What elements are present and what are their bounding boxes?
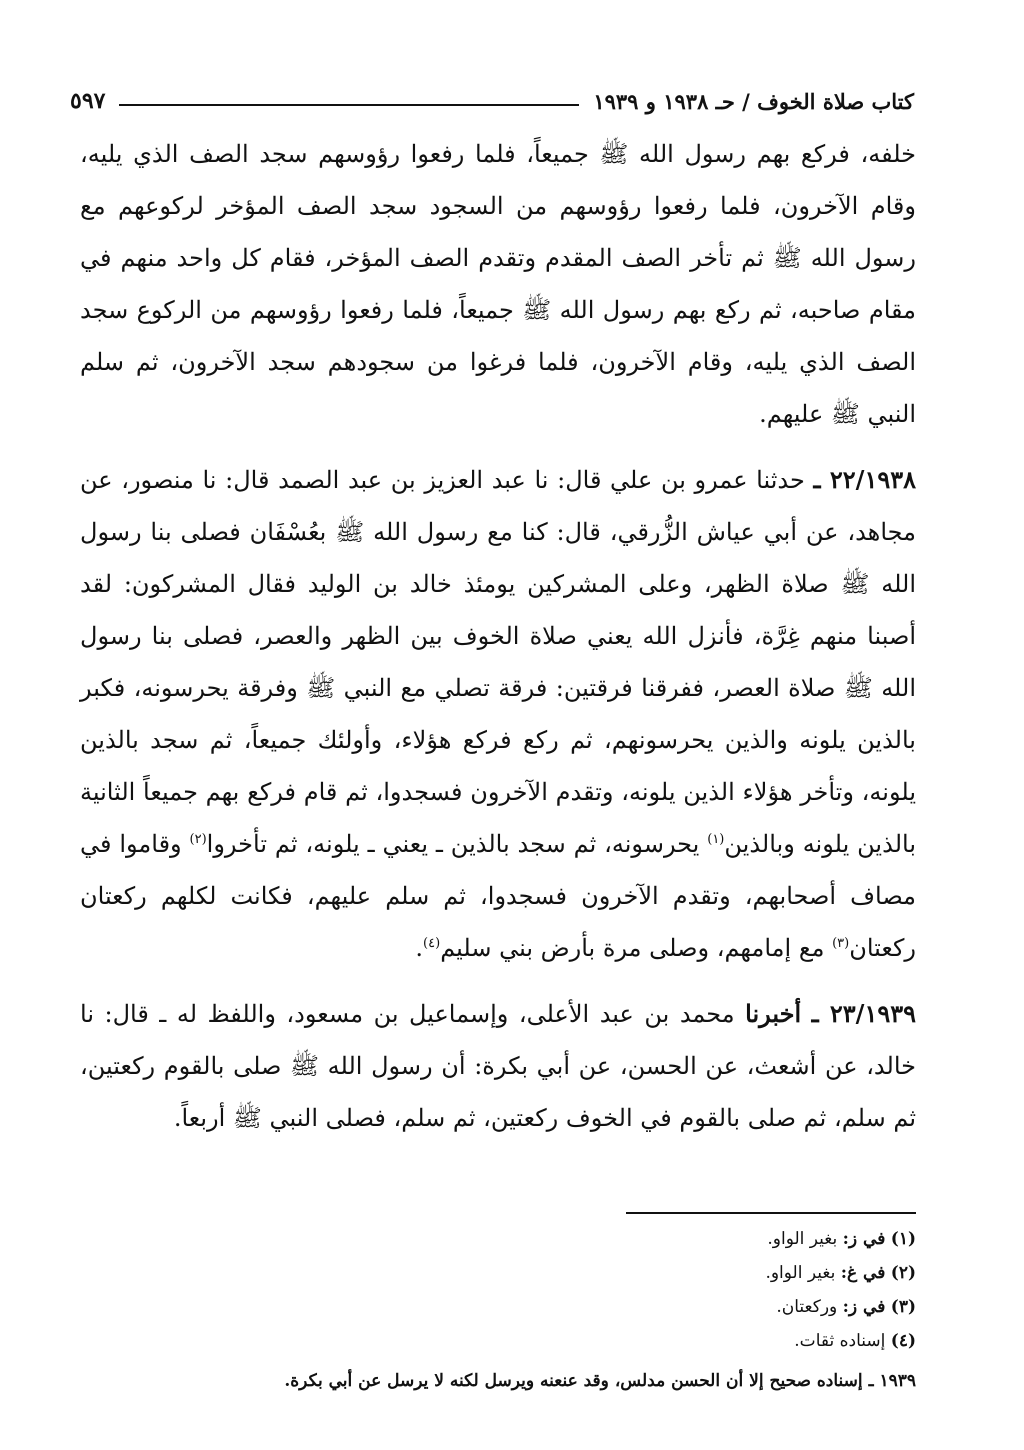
footnote-2-text: بغير الواو.	[765, 1263, 841, 1283]
hadith-1938-text-a: حدثنا عمرو بن علي قال: نا عبد العزيز بن عبد الصمد قال: نا منصور، عن مجاهد، عن أبي عياش الزُّرقي، قال: كنا مع رسول الله ﷺ بعُسْفَان فصلى بنا رسول الله ﷺ صلاة الظهر، وعلى المشركين يومئذ خالد بن الوليد فقال المشركون: لقد أصبنا منهم غِرَّة، فأنزل الله يعني صلاة الخوف بين الظهر والعصر، فصلى بنا رسول الله ﷺ صلاة العصر، ففرقنا فرقتين: فرقة تصلي مع النبي ﷺ وفرقة يحرسونه، فكبر بالذين يلونه والذين يحرسونهم، ثم ركع فركع هؤلاء، وأولئك جميعاً، ثم سجد بالذين يلونه، وتأخر هؤلاء الذين يلونه، وتقدم الآخرون فسجدوا، ثم قام فركع بهم جميعاً الثانية بالذين يلونه وبالذين	[80, 466, 916, 858]
paragraph-1	[80, 128, 916, 440]
footnote-3	[80, 1290, 916, 1324]
header-rule	[119, 104, 579, 106]
header-title: كتاب صلاة الخوف / حـ ١٩٣٨ و ١٩٣٩	[593, 89, 914, 114]
hadith-number-1938: ٢٢/١٩٣٨ ـ	[813, 465, 916, 494]
footnote-1939-grading: ١٩٣٩ ـ إسناده صحيح إلا أن الحسن مدلس، وقد عنعنه ويرسل لكنه لا يرسل عن أبي بكرة.	[284, 1371, 916, 1391]
footnote-1-text: بغير الواو.	[767, 1229, 843, 1249]
hadith-1938	[80, 454, 916, 974]
hadith-1938-text-b: يحرسونه، ثم سجد بالذين ـ يعني ـ يلونه، ثم تأخروا	[206, 830, 708, 858]
paragraph-1-text: خلفه، فركع بهم رسول الله ﷺ جميعاً، فلما رفعوا رؤوسهم سجد الصف الذي يليه، وقام الآخرون، فلما رفعوا رؤوسهم من السجود سجد الصف المؤخر لركوعهم مع رسول الله ﷺ ثم تأخر الصف المقدم وتقدم الصف المؤخر، فقام كل واحد منهم في مقام صاحبه، ثم ركع بهم رسول الله ﷺ جميعاً، فلما رفعوا رؤوسهم من الركوع سجد الصف الذي يليه، وقام الآخرون، فلما فرغوا من سجودهم سجد الآخرون، ثم سلم النبي ﷺ عليهم.	[80, 140, 916, 428]
hadith-1939	[80, 988, 916, 1144]
hadith-1939-lead: أخبرنا	[745, 999, 802, 1028]
footnote-4	[80, 1324, 916, 1358]
footnote-2-mark: (٢)	[890, 1263, 916, 1283]
footnote-1	[80, 1222, 916, 1256]
hadith-1939-text: محمد بن عبد الأعلى، وإسماعيل بن مسعود، واللفظ له ـ قال: نا خالد، عن أشعث، عن الحسن، عن أبي بكرة: أن رسول الله ﷺ صلى بالقوم ركعتين، ثم سلم، ثم صلى بالقوم في الخوف ركعتين، ثم سلم، فصلى النبي ﷺ أربعاً.	[80, 1000, 916, 1132]
footnote-4-text: إسناده ثقات.	[794, 1331, 886, 1351]
running-header	[70, 78, 914, 114]
footnote-3-label: في ز:	[842, 1297, 886, 1317]
footnote-3-mark: (٣)	[890, 1297, 916, 1317]
hadith-1938-text-d: مع إمامهم، وصلى مرة بأرض بني سليم	[440, 934, 833, 962]
footnote-ref-2[interactable]: (٢)	[189, 832, 207, 847]
hadith-1938-text-e: .	[415, 934, 424, 962]
page-number: ٥٩٧	[70, 88, 106, 114]
footnotes	[80, 1222, 916, 1398]
footnote-ref-1[interactable]: (١)	[707, 832, 725, 847]
footnote-ref-4[interactable]: (٤)	[423, 936, 441, 951]
footnote-4-mark: (٤)	[890, 1331, 916, 1351]
footnote-separator	[626, 1212, 916, 1214]
footnote-ref-3[interactable]: (٣)	[832, 936, 850, 951]
footnote-1-mark: (١)	[890, 1229, 916, 1249]
footnote-2-label: في غ:	[840, 1263, 886, 1283]
hadith-1938-text-c: وقاموا في مصاف أصحابهم، وتقدم الآخرون فسجدوا، ثم سلم عليهم، فكانت لكلهم ركعتان ركعتان	[80, 830, 916, 962]
footnote-1-label: في ز:	[842, 1229, 886, 1249]
footnote-3-text: وركعتان.	[776, 1297, 843, 1317]
body-text	[80, 128, 916, 1144]
hadith-number-1939: ٢٣/١٩٣٩ ـ	[811, 999, 916, 1028]
footnote-2	[80, 1256, 916, 1290]
